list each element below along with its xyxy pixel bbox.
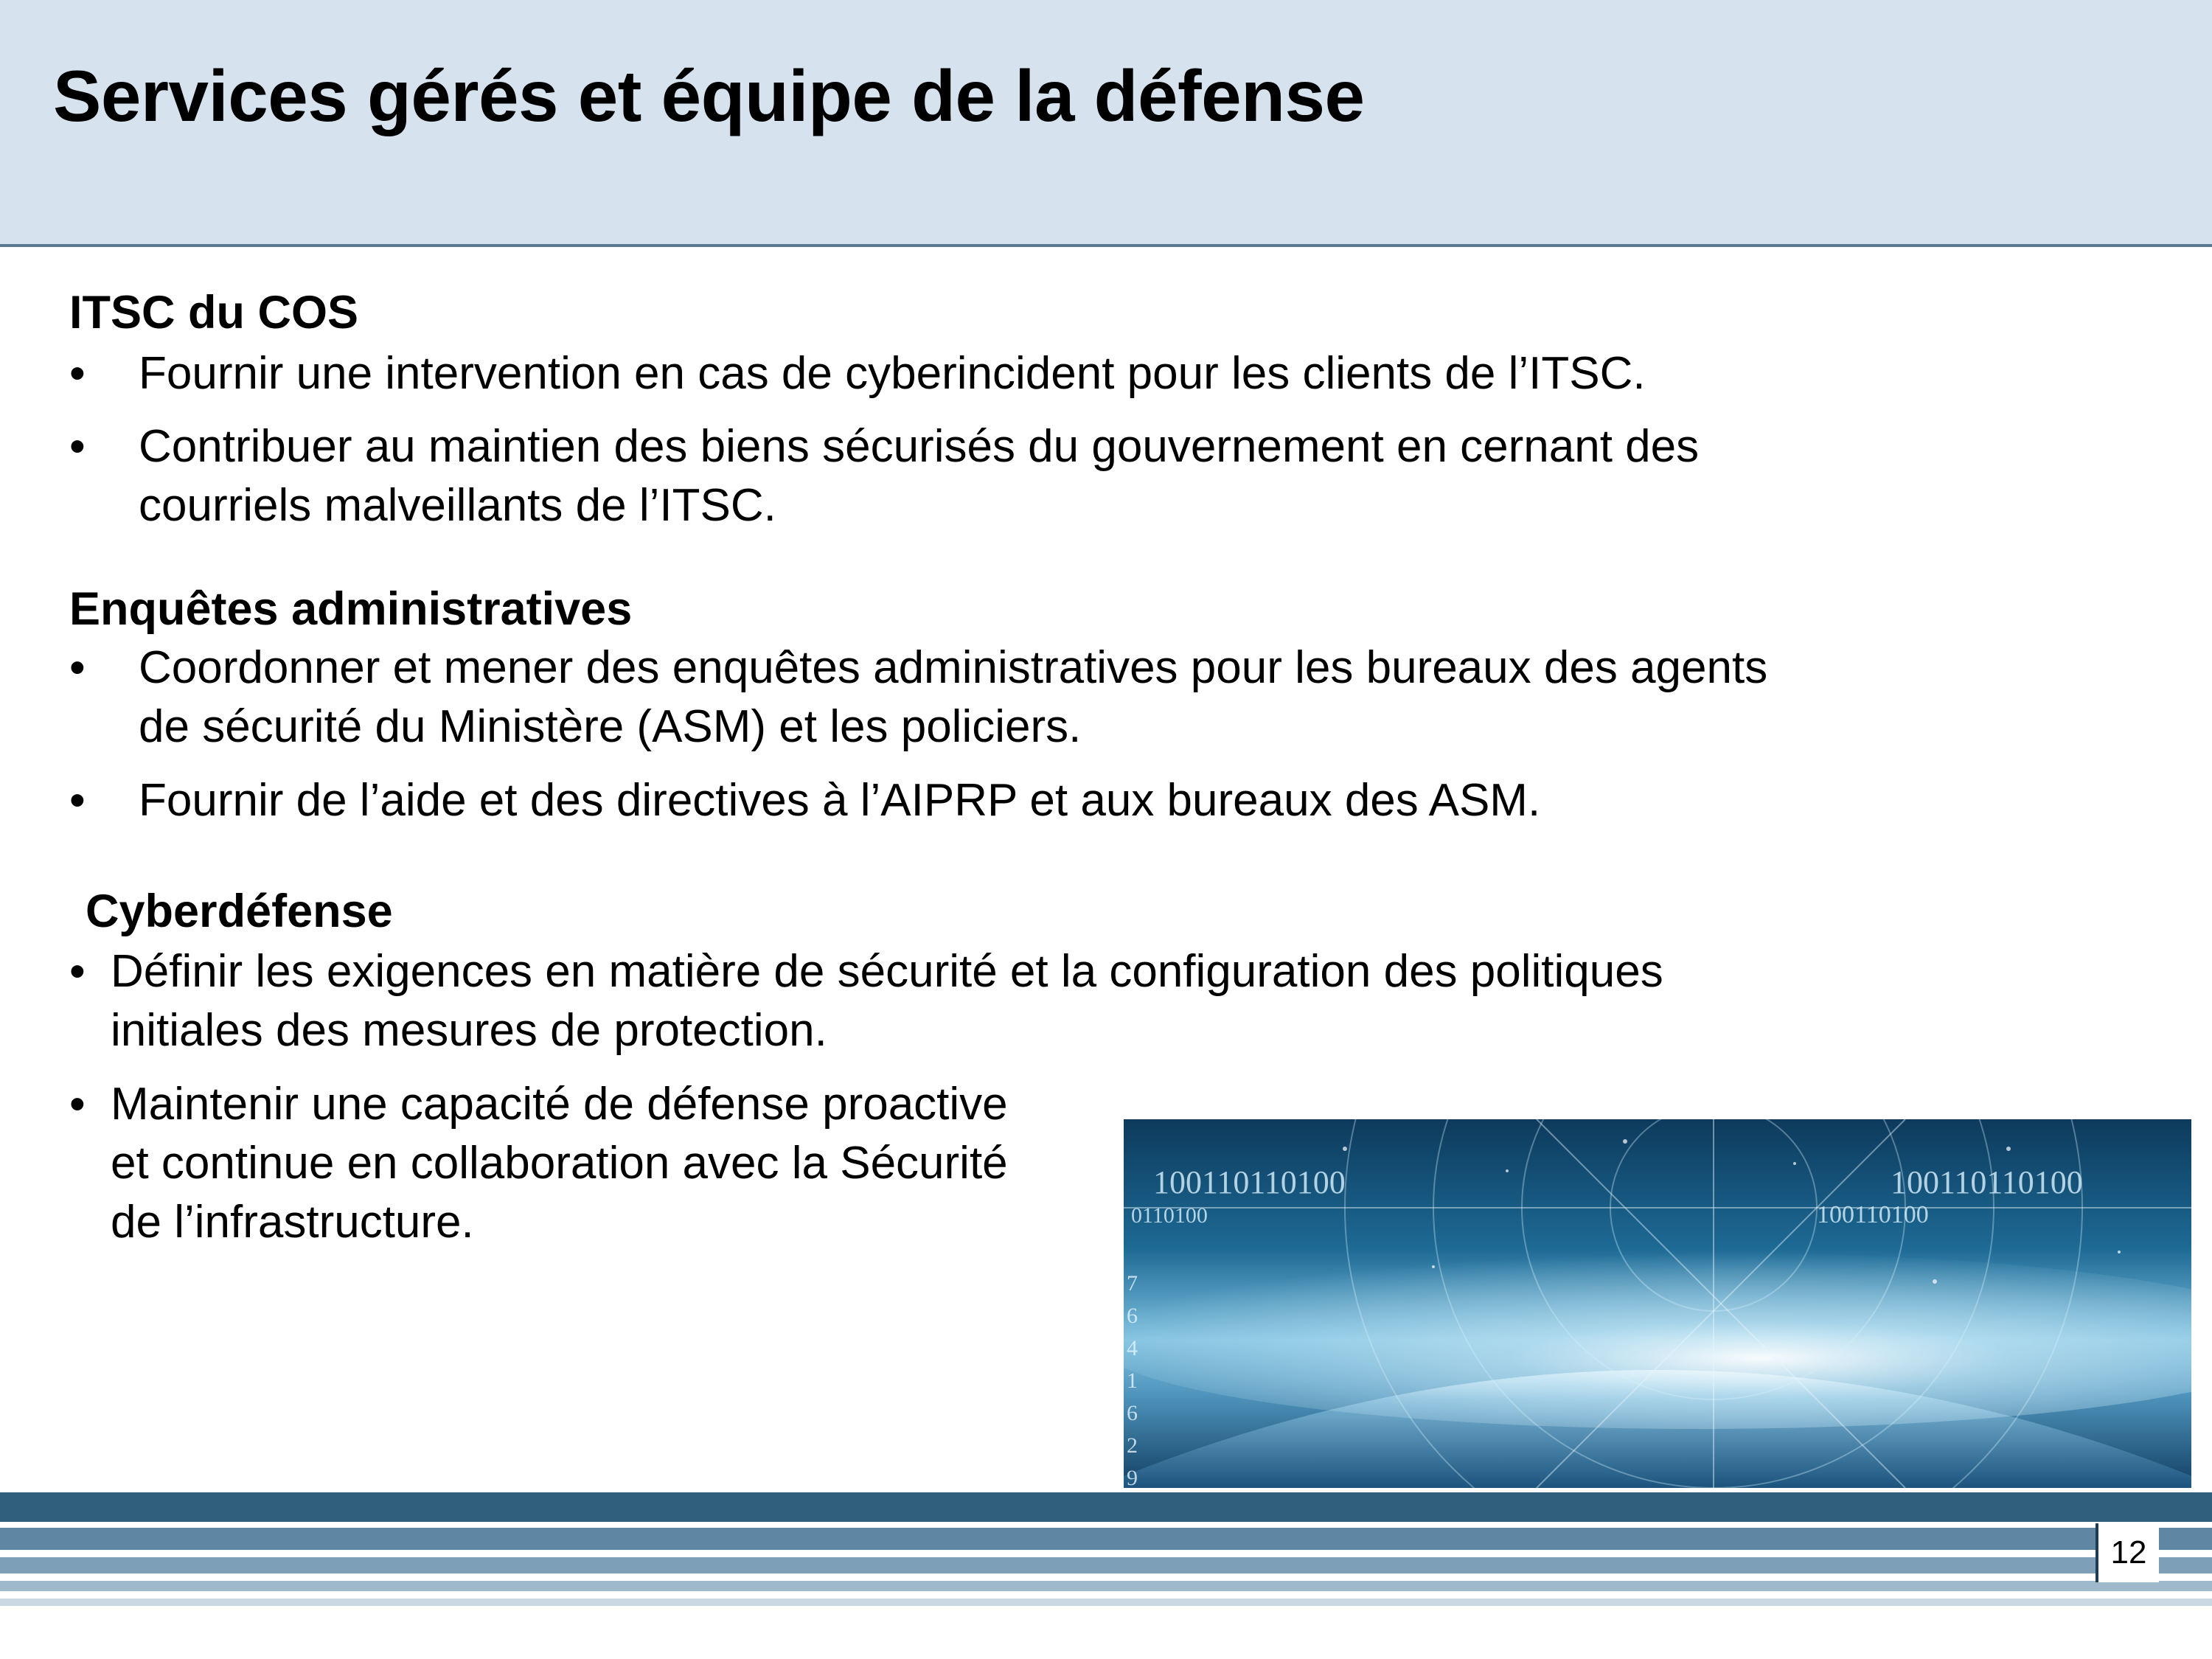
bullet-text: Définir les exigences en matière de sécurité et la configuration des politiques — [111, 946, 1663, 997]
bullet-icon: • — [69, 775, 86, 826]
digit-text: 9 — [1127, 1466, 1138, 1488]
bullet-icon: • — [69, 642, 86, 693]
bullet-text-continued: et continue en collaboration avec la Sécurité — [111, 1138, 1008, 1189]
footer-stripe — [0, 1557, 2212, 1573]
binary-text: 100110110100 — [1153, 1164, 1346, 1200]
footer-stripe — [0, 1581, 2212, 1591]
bullet-icon: • — [69, 348, 86, 399]
digit-text: 2 — [1127, 1433, 1138, 1458]
bullet-text-continued: de sécurité du Ministère (ASM) et les policiers. — [139, 701, 1082, 752]
footer-stripe — [0, 1599, 2212, 1606]
bullet-icon: • — [69, 946, 86, 997]
bullet-text: Fournir de l’aide et des directives à l’AIPRP et aux bureaux des ASM. — [139, 775, 1541, 826]
bullet-text: Maintenir une capacité de défense proactive — [111, 1079, 1008, 1130]
digit-text: 7 — [1127, 1271, 1138, 1295]
bullet-text-continued: courriels malveillants de l’ITSC. — [139, 480, 776, 531]
section-heading-enquetes: Enquêtes administratives — [69, 583, 633, 635]
binary-text: 100110110100 — [1891, 1164, 2083, 1200]
binary-text: 100110100 — [1817, 1201, 1929, 1228]
bullet-text-continued: initiales des mesures de protection. — [111, 1005, 827, 1056]
bullet-text: Coordonner et mener des enquêtes administratives pour les bureaux des agents — [139, 642, 1768, 693]
page-number: 12 — [2096, 1523, 2159, 1582]
digit-text: 6 — [1127, 1401, 1138, 1425]
section-heading-cyberdefense: Cyberdéfense — [86, 886, 393, 937]
section-heading-itsc: ITSC du COS — [69, 287, 358, 338]
digit-text: 1 — [1127, 1368, 1138, 1393]
digit-text: 6 — [1127, 1304, 1138, 1328]
bullet-icon: • — [69, 1079, 86, 1130]
title-band — [0, 0, 2212, 247]
cyber-earth-image — [1124, 1119, 2191, 1488]
bullet-text: Fournir une intervention en cas de cyberincident pour les clients de l’ITSC. — [139, 348, 1646, 399]
slide-title: Services gérés et équipe de la défense — [53, 55, 1365, 136]
bullet-text-continued: de l’infrastructure. — [111, 1197, 474, 1248]
bullet-icon: • — [69, 421, 86, 472]
footer-stripe — [0, 1528, 2212, 1550]
digit-text: 4 — [1127, 1336, 1138, 1360]
binary-text: 0110100 — [1131, 1203, 1208, 1228]
bullet-text: Contribuer au maintien des biens sécurisés du gouvernement en cernant des — [139, 421, 1700, 472]
footer-stripe — [0, 1492, 2212, 1522]
